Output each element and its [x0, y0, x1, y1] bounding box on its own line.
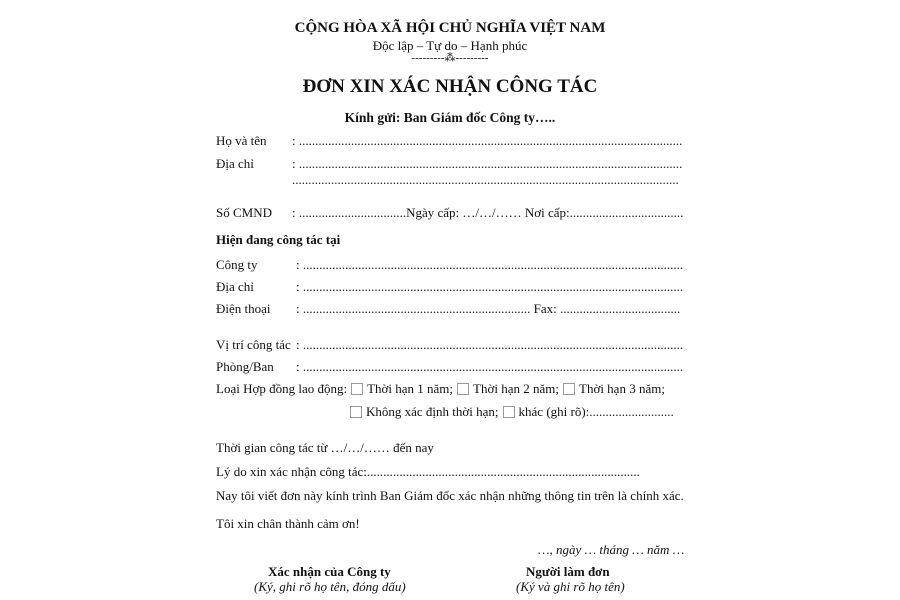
applicant-signature-title: Người làm đơn [526, 564, 610, 579]
id-label: Số CMND [216, 205, 272, 220]
phone-label: Điện thoại [216, 301, 271, 316]
contract-other-checkbox[interactable] [503, 406, 515, 418]
contract-1-year-label: Thời hạn 1 năm; [367, 381, 454, 396]
id-field[interactable]: : .................................Ngày cấp: …/…/…… Nơi cấp:................................... [292, 205, 684, 220]
address-label: Địa chỉ [216, 156, 254, 171]
position-label: Vị trí công tác [216, 337, 291, 352]
contract-1-year-checkbox[interactable] [351, 383, 363, 395]
contract-indefinite-checkbox[interactable] [350, 406, 362, 418]
contract-2-year-label: Thời hạn 2 năm; [473, 381, 559, 396]
greeting: Kính gửi: Ban Giám đốc Công ty….. [344, 110, 556, 125]
contract-3-year-label: Thời hạn 3 năm; [579, 381, 665, 396]
applicant-signature-note: (Ký và ghi rõ họ tên) [516, 579, 625, 594]
address-field-2[interactable]: ....................................................................................................................... [292, 172, 679, 187]
contract-other-label: khác (ghi rõ):.......................... [518, 404, 674, 419]
phone-fax-field[interactable]: : ...................................................................... Fax: ..................................... [296, 301, 681, 316]
work-heading: Hiện đang công tác tại [216, 232, 341, 247]
statement: Nay tôi viết đơn này kính trình Ban Giám đốc xác nhận những thông tin trên là chính xác. [216, 488, 684, 503]
contract-row-1 [216, 381, 665, 397]
work-address-field[interactable]: : ..................................................................................................................... [296, 279, 684, 294]
department-field[interactable]: : ..................................................................................................................... [296, 359, 684, 374]
contract-2-year-checkbox[interactable] [457, 383, 469, 395]
name-field[interactable]: : ...................................................................................................................... [292, 133, 683, 148]
company-signature-note: (Ký, ghi rõ họ tên, đóng dấu) [254, 579, 406, 594]
work-address-label: Địa chỉ [216, 279, 254, 294]
nation-header: CỘNG HÒA XÃ HỘI CHỦ NGHĨA VIỆT NAM [294, 20, 606, 36]
address-field-1[interactable]: : ...................................................................................................................... [292, 156, 683, 171]
department-label: Phòng/Ban [216, 359, 274, 374]
company-signature-title: Xác nhận của Công ty [268, 564, 391, 579]
company-field[interactable]: : ..................................................................................................................... [296, 257, 684, 272]
contract-label: Loại Hợp đồng lao động: [216, 381, 348, 396]
thanks: Tôi xin chân thành cảm ơn! [216, 516, 360, 531]
work-duration: Thời gian công tác từ …/…/…… đến nay [216, 440, 434, 455]
motto: Độc lập – Tự do – Hạnh phúc [372, 38, 528, 53]
contract-indefinite-label: Không xác định thời hạn; [366, 404, 499, 419]
header-separator: ---------⁂--------- [411, 52, 489, 64]
contract-row-2 [346, 404, 674, 420]
contract-3-year-checkbox[interactable] [563, 383, 575, 395]
company-label: Công ty [216, 257, 258, 272]
position-field[interactable]: : ..................................................................................................................... [296, 337, 684, 352]
document-title: ĐƠN XIN XÁC NHẬN CÔNG TÁC [302, 76, 598, 97]
reason-field[interactable]: Lý do xin xác nhận công tác:.................................................................................... [216, 464, 640, 479]
name-label: Họ và tên [216, 133, 267, 148]
date-line: …, ngày … tháng … năm … [538, 542, 685, 557]
